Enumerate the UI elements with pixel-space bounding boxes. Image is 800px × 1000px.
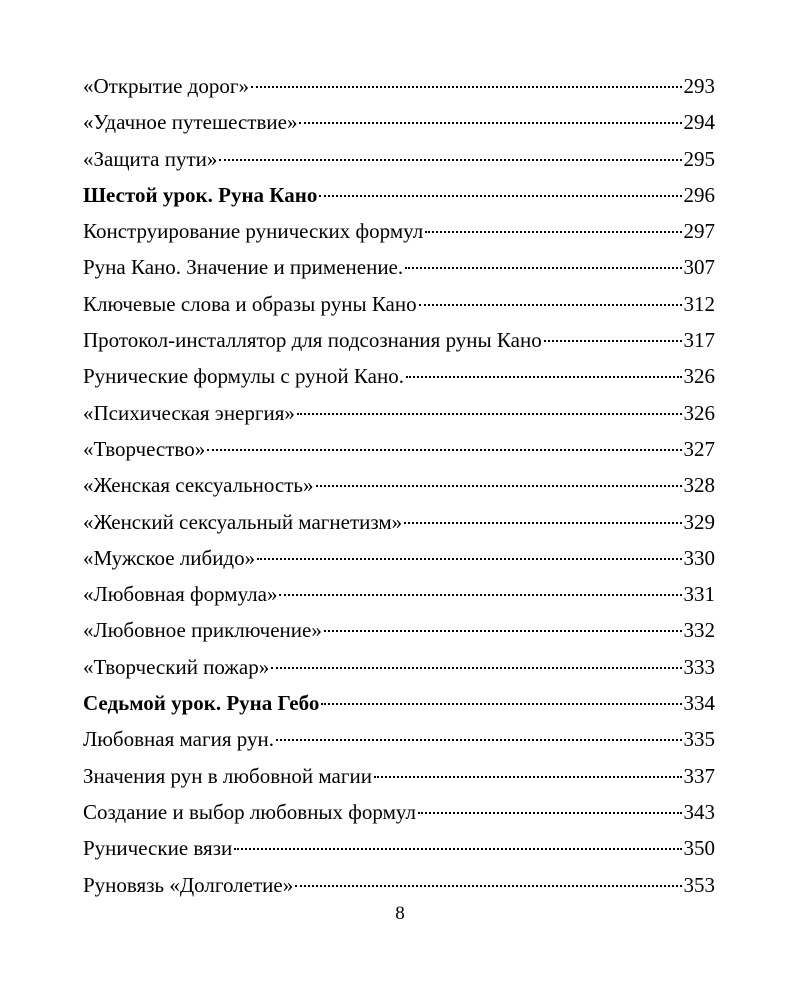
toc-entry-title: Седьмой урок. Руна Гебо (83, 691, 320, 716)
toc-entry-title: Протокол-инсталлятор для подсознания руны Кано (83, 328, 542, 353)
dot-leader (295, 885, 681, 887)
toc-entry-title: «Удачное путешествие» (83, 110, 298, 135)
toc-entry (83, 358, 715, 394)
dot-leader (319, 195, 681, 197)
toc-entry-page: 317 (683, 328, 715, 353)
toc-entry (83, 867, 715, 903)
toc-entry-title: Создание и выбор любовных формул (83, 799, 416, 824)
toc-entry (83, 141, 715, 177)
toc-entry-page: 326 (683, 400, 715, 425)
dot-leader (299, 122, 681, 124)
dot-leader (257, 558, 681, 560)
dot-leader (544, 340, 682, 342)
toc-entry (83, 68, 715, 104)
toc-entry-title: Конструирование рунических формул (83, 219, 424, 244)
toc-entry (83, 249, 715, 285)
dot-leader (271, 667, 681, 669)
toc-entry-title: «Защита пути» (83, 146, 218, 171)
dot-leader (297, 413, 682, 415)
toc-entry-page: 297 (683, 219, 715, 244)
toc-entry-page: 293 (683, 74, 715, 98)
toc-entry-title: «Женский сексуальный магнетизм» (83, 509, 403, 534)
toc-entry-page: 343 (683, 799, 715, 824)
table-of-contents (83, 68, 715, 903)
toc-entry (83, 612, 715, 648)
toc-entry-title: «Любовная формула» (83, 582, 278, 607)
toc-entry-title: Рунические формулы с руной Кано. (83, 364, 404, 389)
toc-entry (83, 758, 715, 794)
toc-entry (83, 576, 715, 612)
toc-entry-page: 327 (683, 436, 715, 461)
toc-entry-page: 335 (683, 727, 715, 752)
toc-entry (83, 540, 715, 576)
toc-entry-title: Руна Кано. Значение и применение. (83, 255, 404, 280)
toc-entry-page: 294 (683, 110, 715, 135)
toc-entry-title: «Творческий пожар» (83, 654, 270, 679)
toc-entry-page: 328 (683, 473, 715, 498)
toc-entry (83, 830, 715, 866)
toc-entry-page: 295 (683, 146, 715, 171)
dot-leader (324, 630, 682, 632)
toc-entry-title: «Любовное приключение» (83, 618, 322, 643)
dot-leader (419, 304, 682, 306)
toc-entry (83, 504, 715, 540)
dot-leader (207, 449, 681, 451)
dot-leader (405, 267, 681, 269)
toc-entry (83, 649, 715, 685)
dot-leader (374, 776, 682, 778)
toc-entry-title: «Женская сексуальность» (83, 473, 314, 498)
toc-entry-page: 326 (683, 364, 715, 389)
toc-entry (83, 286, 715, 322)
toc-entry (83, 395, 715, 431)
toc-entry-page: 312 (683, 291, 715, 316)
toc-entry (83, 721, 715, 757)
toc-entry-page: 296 (683, 182, 715, 207)
toc-entry-title: «Психическая энергия» (83, 400, 295, 425)
dot-leader (425, 231, 681, 233)
dot-leader (404, 522, 681, 524)
dot-leader (251, 86, 682, 88)
toc-entry-title: Шестой урок. Руна Кано (83, 182, 318, 207)
dot-leader (219, 159, 681, 161)
dot-leader (276, 739, 682, 741)
toc-entry-title: Ключевые слова и образы руны Кано (83, 291, 417, 316)
toc-entry-title: Рунические вязи (83, 836, 233, 861)
toc-entry-page: 333 (683, 654, 715, 679)
toc-entry-title: Значения рун в любовной магии (83, 763, 372, 788)
toc-entry (83, 467, 715, 503)
toc-chapter-heading (83, 177, 715, 213)
toc-entry-page: 334 (683, 691, 715, 716)
dot-leader (316, 485, 682, 487)
toc-entry-page: 307 (683, 255, 715, 280)
toc-entry (83, 104, 715, 140)
toc-entry-title: Любовная магия рун. (83, 727, 274, 752)
toc-entry-page: 329 (683, 509, 715, 534)
toc-entry-title: «Открытие дорог» (83, 74, 249, 98)
toc-entry-page: 350 (683, 836, 715, 861)
toc-entry (83, 794, 715, 830)
toc-entry-title: Руновязь «Долголетие» (83, 872, 294, 897)
dot-leader (406, 376, 682, 378)
toc-entry (83, 322, 715, 358)
dot-leader (418, 812, 682, 814)
toc-entry-page: 332 (683, 618, 715, 643)
toc-entry (83, 431, 715, 467)
toc-entry-page: 330 (683, 545, 715, 570)
toc-chapter-heading (83, 685, 715, 721)
dot-leader (234, 848, 681, 850)
toc-entry (83, 213, 715, 249)
toc-entry-page: 353 (683, 872, 715, 897)
toc-entry-page: 337 (683, 763, 715, 788)
toc-entry-title: «Мужское либидо» (83, 545, 256, 570)
dot-leader (321, 703, 681, 705)
dot-leader (279, 594, 681, 596)
page-number: 8 (395, 903, 405, 924)
toc-entry-title: «Творчество» (83, 436, 206, 461)
toc-entry-page: 331 (683, 582, 715, 607)
